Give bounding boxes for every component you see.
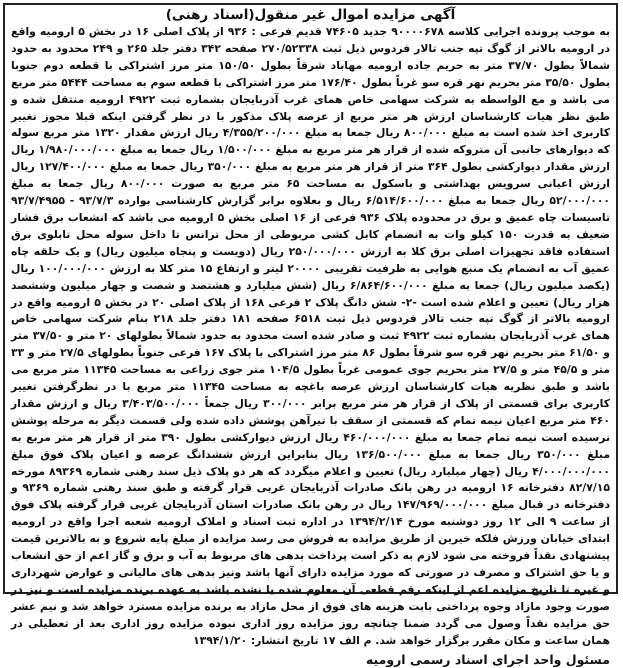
notice-title: آگهی مزایده اموال غیر منقول(اسناد رهنی) [165, 7, 456, 23]
notice-signature: مسئول واحد اجرای اسناد رسمی ارومیه [365, 651, 610, 667]
notice-body: به موجب پرونده اجرایی کلاسه ۹۰۰۰۰۶۷۸ جدید ۷۴۶۰۵ قدیم فرعی : ۹۳۶ از پلاک اصلی ۱۶ در بخش ۵ ارومیه واقع در ارومیه بالاتر از گوگ تپه جنب تالار فردوس ذیل ثبت ۲۷۰/۵۲۳۳۸ صفحه ۳۴۲ دفتر جلد ۲۶۵ و ۲۴۹ محدود به حدود شمالاً بطول ۳۷/۷۰ متر به حریم جاده ارومیه مهاباد شرقاً بطول ۱۵۰/۵۰ متر مرز اشتراکی با قطعه دوم جنوبا بطول ۳۵/۵۰ متر بحریم نهر قره سو غرباً بطول ۱۷۶/۴۰ متر مرز اشتراکی با قطعه سوم به مساحت ۵۴۴۴ متر مربع می باشد و مع الواسطه به شرکت سهامی خاص همای غرب آذربایجان بشماره ثبت ۴۹۲۲ ارومیه منتقل شده و طبق نظر هیات کارشناسان ارزش هر متر مربع از عرصه پلاک مذکور با در نظر گرفتن اینکه قبلا مجوز تغییر کاربری اخذ شده است به مبلغ ۸۰۰/۰۰۰ ریال جمعا به مبلغ ۴/۳۵۵/۲۰۰/۰۰۰ ریال ارزش مقدار ۱۳۲۰ متر مربع سوله که دیوارهای جانبی آن متروکه شده از قرار هر متر مربع به مبلغ ۱/۵۰۰/۰۰۰ ریال جمعا به مبلغ ۱/۹۸۰/۰۰۰/۰۰۰ ریال ارزش مقدار دیوارکشی بطول ۳۶۴ متر از قرار هر متر مربع به مبلغ ۳۵۰/۰۰۰ ریال جمعا به مبلغ ۱۲۷/۴۰۰/۰۰۰ ریال ارزش اعیانی سرویس بهداشتی و باسکول به مساحت ۶۵ متر مربع به صورت ۸۰۰/۰۰۰ ریال جمعا به مبلغ ۵۲/۰۰۰/۰۰۰ ریال جمعا به مبلغ ۶/۵۱۴/۶۰۰/۰۰۰ ریال و بعلاوه برابر گزارش کارشناسی بوارده ۹۳/۷/۳ - ۹۳/۷/۴۹۵۵ تاسیسات چاه عمیق و برق در محدوده پلاک ۹۳۶ فرعی از ۱۶ اصلی بخش ۵ ارومیه می باشد که انشعاب برق فشار ضعیف به قدرت ۱۵۰ کیلو وات به انضمام کابل کشی مربوطی از محل ترانس تا داخل سوله محل تابلوی برق استفاده فاقد تجهیزات اصلی برق کلا به ارزش ۲۵۰/۰۰۰/۰۰۰ ریال (دویست و پنجاه میلیون ریال) و یک حلقه چاه عمیق آب به انضمام یک منبع هوایی به ظرفیت تقریبی ۲۰۰۰۰ لیتر و ارتفاع ۱۵ متر کلا به ارزش ۱۰۰/۰۰۰/۰۰۰ ریال (یکصد میلیون ریال) جمعا به مبلغ ۶/۸۶۴/۶۰۰/۰۰۰ ریال (شش میلیارد و هشتصد و شصت و چهار میلیون وششصد هزار ریال) تعیین و اعلام شده است -۲- شش دانگ پلاک ۲ فرعی ۱۶۸ از پلاک اصلی ۲۰ در بخش ۵ ارومیه واقع در ارومیه بالاتر از گوگ تپه جنب تالار فردوس ذیل ثبت ۶۵۱۸ صفحه ۱۸۱ دفتر جلد ۲۱۸ بنام شرکت سهامی خاص همای غرب آذربایجان بشماره ثبت ۴۹۲۲ ثبت و صادر شده است محدود به حدود شمالاً بطولهای ۲۰ متر و ۳۷/۵۰ متر و ۶۱/۵۰ متر بحریم نهر قره سو شرقاً بطول ۸۶ متر مرز اشتراکی با پلاک ۱۶۷ فرعی جنوباً بطولهای ۲۷/۵ متر و ۳۳ متر و ۴۵/۵ متر و ۲۷/۵ متر بحریم جوی عمومی غرباً بطول ۱۰۴/۵ متر جوی زراعی به مساحت ۱۱۳۴۵ متر مربع می باشد و طبق نظریه هیات کارشناسان ارزش عرصه باغچه به مساحت ۱۱۳۴۵ متر مربع با در نظرگرفتن تغییر کاربری برای قسمتی از پلاک از قرار هر متر مربع برابر ۳۰۰/۰۰۰ ریال جمعاً ۳/۴۰۳/۵۰۰/۰۰۰ ریال و ارزش مقدار ۴۶۰ متر مربع اعیان نیمه تمام که قسمتی از سقف با تیرآهن پوشش داده شده ولی قسمت دیگر به مرحله پوشش نرسیده است نیمه تمام جمعا به مبلغ ۴۶۰/۰۰۰/۰۰۰ ریال ارزش دیوارکشی بطول ۳۹۰ متر از قرار هر متر مربع به مبلغ ۳۵۰/۰۰۰ ریال جمعا به مبلغ ۱۳۶/۵۰۰/۰۰۰ ریال بنابراین ارزش ششدانگ عرصه و اعیان پلاک فوق مبلغ ۴/۰۰۰/۰۰۰/۰۰۰ ریال (چهار میلیارد ریال) تعیین و اعلام میگردد که هر دو پلاک ذیل سند رهنی شماره ۸۹۳۶۹ مورخه ۸۲/۷/۱۵ دفترخانه ۱۶ ارومیه در رهن بانک صادرات آذربایجان غربی قرار گرفته و طبق سند رهنی شماره ۹۳۶۹ و دفترخانه در قبال مبلغ ۱۴۷/۹۶۹/۰۰۰/۰۰۰ ریال در رهن بانک صادرات استان آذربایجان غربی قرار گرفته پلاک فوق از ساعت ۹ الی ۱۲ روز دوشنبه مورخ ۱۳۹۴/۲/۱۴ در اداره ثبت اسناد و املاک ارومیه شعبه اجرا واقع در ارومیه ابتدای خیابان ورزش فلکه خیرین از طریق مزایده به فروش می رسد مزایده از مبلغ پایه شروع و به بالاترین قیمت پیشنهادی نقداً فروخته می شود لازم به ذکر است پرداخت بدهی های مربوط به آب و برق و گاز اعم از حق انشعاب و یا حق اشتراک و مصرف در صورتی که مورد مزایده دارای آنها باشد ونیز بدهی های مالیاتی و عوارض شهرداری و غیره تا تاریخ مزایده اعم از اینکه رقم قطعی آن معلوم شده یا نشده باشد به عهده برنده مزایده است و نیز در صورت وجود مازاد وجوه پرداختی بابت هزینه های فوق از محل مازاد به برنده مزایده مسترد خواهد شد و نیم عشر حق مزایده نقداً وصول می گردد ضمنا چنانچه روز مزایده روز اداری نبوده مزایده روز اداری بعد از تعطیلی در همان ساعت و مکان مقرر برگزار خواهد شد. م الف ۱۷ تاریخ انتشار: ۱۳۹۴/۱/۲۰ [11, 25, 611, 647]
auction-notice [3, 3, 618, 667]
